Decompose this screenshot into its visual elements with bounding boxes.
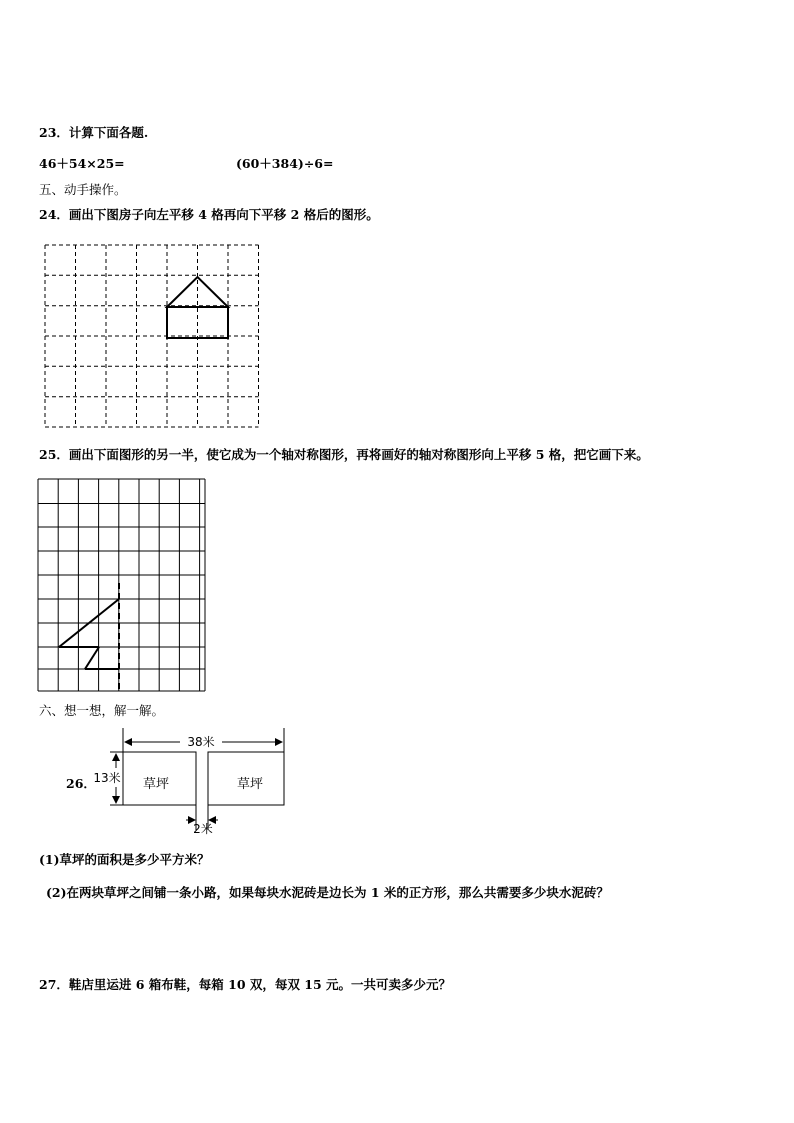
q23-title: 23．计算下面各题. (39, 125, 149, 140)
q26-part-1: (1)草坪的面积是多少平方米？ (39, 852, 210, 867)
height-label: 13米 (93, 771, 121, 785)
q26-number: 26． (66, 776, 96, 791)
q24-title: 24．画出下图房子向左平移 4 格再向下平移 2 格后的图形。 (39, 207, 379, 222)
q25-title: 25．画出下面图形的另一半，使它成为一个轴对称图形，再将画好的轴对称图形向上平移 5 格，把它画下来。 (39, 447, 649, 462)
total-width-label: 38米 (187, 735, 215, 749)
left-lawn-label: 草坪 (142, 777, 170, 792)
section-5-heading: 五、动手操作。 (39, 182, 127, 197)
q26-part-2: (2)在两块草坪之间铺一条小路，如果每块水泥砖是边长为 1 米的正方形，那么共需要多少块水泥砖？ (46, 885, 609, 900)
q27-title: 27．鞋店里运进 6 箱布鞋，每箱 10 双，每双 15 元。一共可卖多少元？ (39, 977, 451, 992)
right-lawn-label: 草坪 (236, 777, 264, 792)
road-width-label: 2米 (193, 822, 213, 836)
q23-expression-2: (60＋384)÷6= (236, 156, 334, 171)
section-6-heading: 六、想一想，解一解。 (39, 703, 165, 718)
q23-expression-1: 46＋54×25= (39, 156, 125, 171)
